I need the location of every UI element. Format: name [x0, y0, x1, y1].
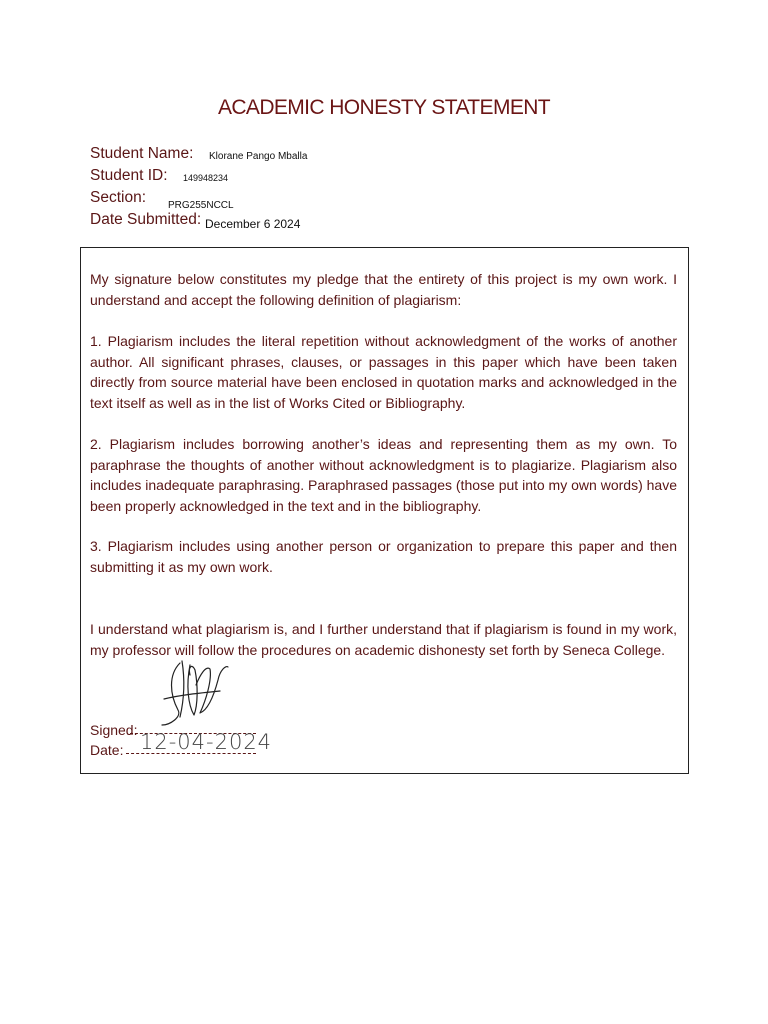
student-id-label: Student ID:	[90, 167, 168, 184]
intro-paragraph: My signature below constitutes my pledge that the entirety of this project is my own work. I understand and accept the following definition of plagiarism:	[90, 271, 677, 308]
section-value: PRG255NCCL	[168, 200, 234, 211]
student-name-label: Student Name:	[90, 145, 194, 162]
point-2-paragraph: 2. Plagiarism includes borrowing another’s ideas and representing them as my own. To paraphrase the thoughts of another without acknowledgment is to plagiarize. Plagiarism also includes inadequate paraphrasing. Paraphrased passages (those put into my own words) have been properly acknowledged in the text and in the bibliography.	[90, 436, 677, 514]
closing-paragraph: I understand what plagiarism is, and I further understand that if plagiarism is found in my work, my professor will follow the procedures on academic dishonesty set forth by Seneca College.	[90, 621, 677, 658]
page-title: ACADEMIC HONESTY STATEMENT	[217, 96, 551, 119]
handwritten-signature	[140, 655, 240, 735]
student-id-value: 149948234	[183, 173, 229, 183]
date-submitted-label: Date Submitted:	[90, 211, 202, 228]
signed-label: Signed:	[90, 722, 138, 738]
handwritten-date: 12-04-2024	[140, 730, 273, 754]
date-label: Date:	[90, 742, 124, 758]
point-3-paragraph: 3. Plagiarism includes using another person or organization to prepare this paper and then submitting it as my own work.	[90, 538, 677, 575]
student-name-value: Klorane Pango Mballa	[209, 151, 308, 162]
section-label: Section:	[90, 189, 147, 206]
point-1-paragraph: 1. Plagiarism includes the literal repetition without acknowledgment of the works of another author. All significant phrases, clauses, or passages in this paper which have been taken directly from source material have been enclosed in quotation marks and acknowledged in the text itself as well as in the list of Works Cited or Bibliography.	[90, 333, 677, 411]
date-submitted-value: December 6 2024	[205, 217, 301, 231]
